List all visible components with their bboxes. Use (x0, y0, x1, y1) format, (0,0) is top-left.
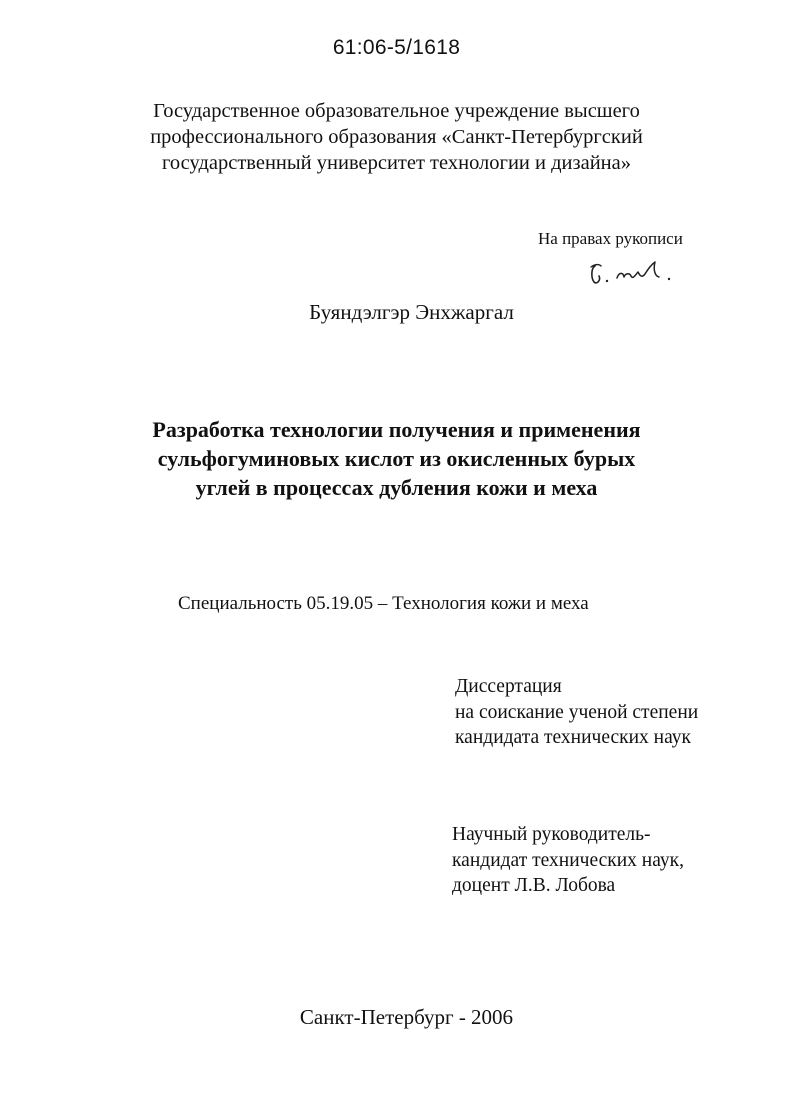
supervisor-line: Научный руководитель- (452, 824, 651, 845)
degree-line: на соискание ученой степени (455, 701, 699, 723)
institution-line: профессионального образования «Санкт-Петербургский (150, 126, 643, 148)
place-and-year: Санкт-Петербург - 2006 (299, 1005, 514, 1029)
institution-line: Государственное образовательное учреждение высшего (153, 100, 640, 122)
supervisor-line: кандидат технических наук, (452, 849, 684, 871)
degree-line: Диссертация (455, 676, 562, 697)
title-line: сульфогуминовых кислот из окисленных бурых (157, 446, 636, 471)
handwritten-signature (585, 252, 685, 292)
degree-line: кандидата технических наук (455, 727, 691, 748)
title-line: углей в процессах дубления кожи и меха (195, 475, 598, 500)
author-name: Буяндэлгэр Энхжаргал (309, 300, 514, 324)
dissertation-title (0, 415, 793, 502)
supervisor-line: доцент Л.В. Лобова (452, 875, 616, 896)
specialty: Специальность 05.19.05 – Технология кожи и меха (178, 593, 589, 614)
title-line: Разработка технологии получения и применения (152, 417, 641, 442)
institution-name (0, 98, 793, 176)
supervisor-block (452, 822, 684, 899)
archive-code: 61:06-5/1618 (332, 36, 461, 59)
rights-note: На правах рукописи (538, 229, 683, 248)
institution-line: государственный университет технологии и дизайна» (162, 152, 631, 174)
degree-block (455, 674, 698, 751)
